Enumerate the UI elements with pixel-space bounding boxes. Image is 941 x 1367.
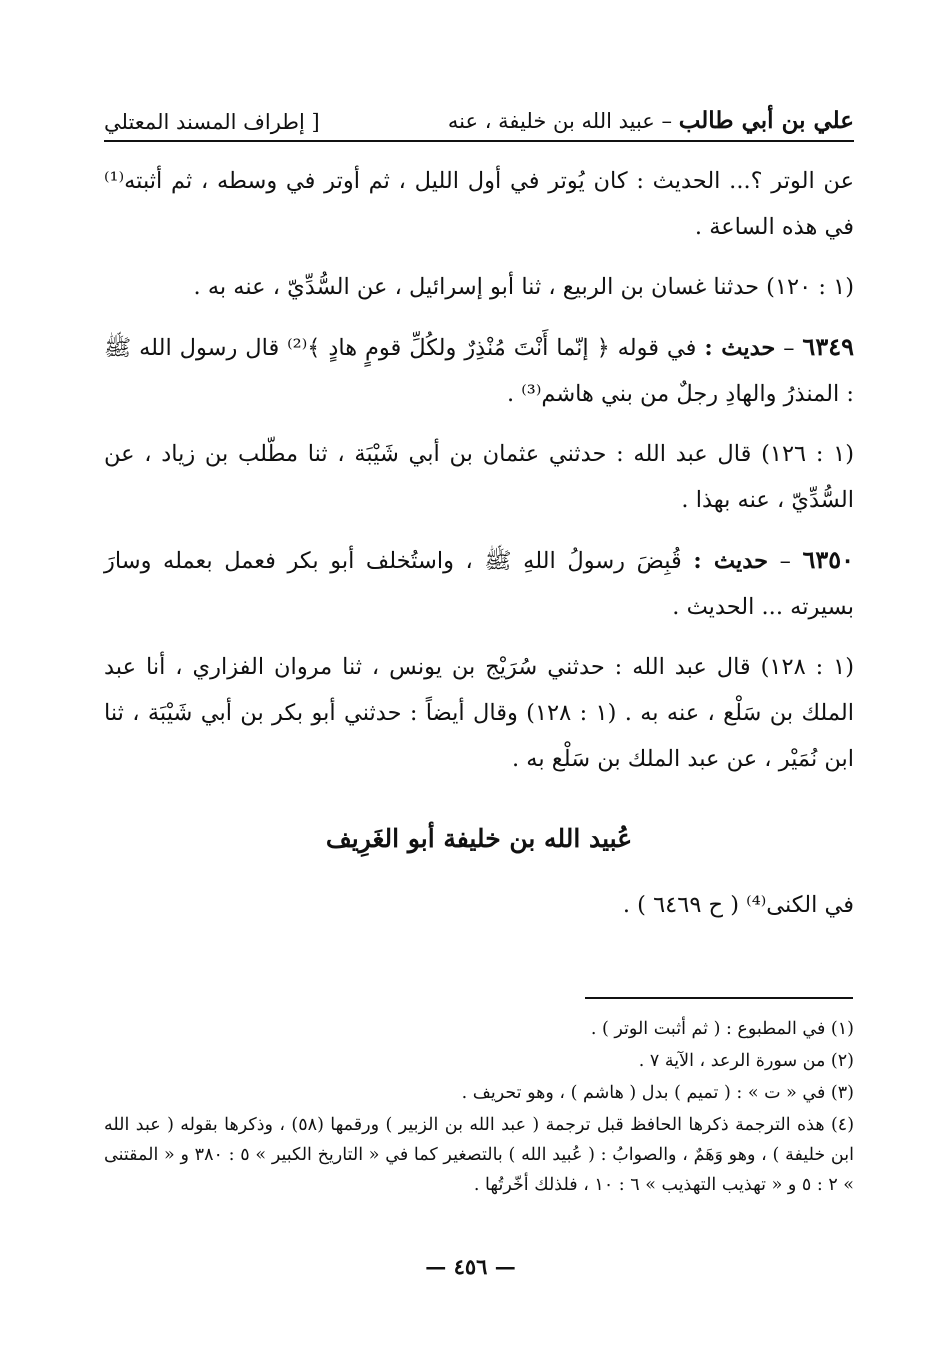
- footnote-2: (٢) من سورة الرعد ، الآية ٧ .: [638, 1051, 854, 1071]
- page-header: [104, 92, 854, 142]
- main-text: [104, 158, 854, 942]
- section-heading: عُبيد الله بن خليفة أبو الغَرِيف: [325, 824, 633, 853]
- footnotes: [104, 1014, 854, 1202]
- running-title-main: علي بن أبي طالب: [678, 107, 854, 134]
- hadith-continuation: عن الوتر ؟... الحديث : كان يُوتر في أول الليل ، ثم أوتر في وسطه ، ثم أثبته⁽¹⁾ في هذه الساعة .: [104, 168, 854, 240]
- footnote-3: (٣) في « ت » : ( تميم ) بدل ( هاشم ) ، وهو تحريف .: [461, 1083, 854, 1103]
- hadith-6350: [104, 537, 854, 630]
- hadith-number: ٦٣٤٩: [802, 332, 854, 361]
- running-title: [448, 107, 854, 134]
- book-title: [ إطراف المسند المعتلي: [104, 110, 320, 134]
- footnote-1: (١) في المطبوع : ( ثم أثبت الوتر ) .: [590, 1019, 854, 1039]
- footnote-divider: [585, 997, 853, 999]
- isnad-paragraph: (١ : ١٢٦) قال عبد الله : حدثني عثمان بن أبي شَيْبَة ، ثنا مطّلب بن زياد ، عن السُّدِّيّ ، عنه بهذا .: [104, 441, 854, 513]
- hadith-dash: –: [775, 335, 803, 361]
- hadith-label: حديث :: [693, 548, 768, 574]
- page-number: — ٤٥٦ —: [425, 1254, 516, 1279]
- hadith-number: ٦٣٥٠: [802, 545, 854, 574]
- hadith-6349: [104, 324, 854, 417]
- footnote-4: (٤) هذه الترجمة ذكرها الحافظ قبل ترجمة ( عبد الله بن الزبير ) ورقمها (٥٨) ، وذكرها بقوله ( عبد الله ابن خليفة ) ، وهو وَهَمٌ ، والصوابُ : ( عُبيد الله ) بالتصغير كما في « التاريخ الكبير » ٥ : ٣٨٠ و « المقتنى » ٢ : ٥ و « تهذيب التهذيب » ٦ : ١٠ ، فلذلك أخّرتُها .: [104, 1115, 855, 1195]
- running-title-sub: – عبيد الله بن خليفة ، عنه: [447, 109, 672, 133]
- hadith-text: قُبِضَ رسولُ اللهِ ﷺ ، واستُخلف أبو بكر فعمل بعمله وسارَ بسيرته ... الحديث .: [104, 548, 854, 620]
- hadith-text: في قوله ﴿ إنّما أَنْتَ مُنْذِرٌ ولكُلِّ قومٍ هادٍ ﴾⁽²⁾ قال رسول الله ﷺ : المنذرُ والهادِ رجلٌ من بني هاشم⁽³⁾ .: [104, 335, 854, 407]
- hadith-label: حديث :: [704, 335, 776, 361]
- hadith-dash: –: [768, 548, 803, 574]
- kuna-reference: في الكنى⁽⁴⁾ ( ح ٦٤٦٩ ) .: [622, 892, 854, 918]
- isnad-paragraph: (١ : ١٢٨) قال عبد الله : حدثني سُرَيْج بن يونس ، ثنا مروان الفزاري ، أنا عبد الملك بن سَلْع ، عنه به . (١ : ١٢٨) وقال أيضاً : حدثني أبو بكر بن أبي شَيْبَة ، ثنا ابن نُمَيْر ، عن عبد الملك بن سَلْع به .: [104, 654, 855, 772]
- isnad-paragraph: (١ : ١٢٠) حدثنا غسان بن الربيع ، ثنا أبو إسرائيل ، عن السُّدِّيّ ، عنه به .: [193, 274, 854, 300]
